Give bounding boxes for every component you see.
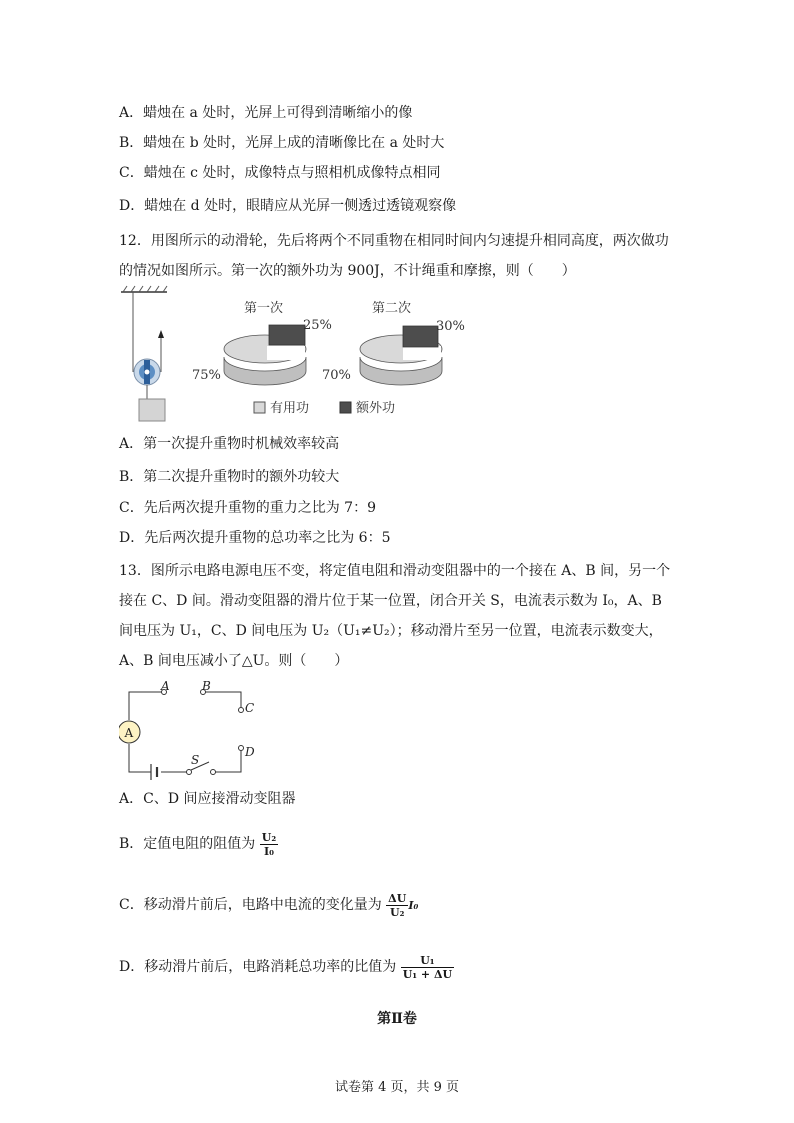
pull-arrow-icon — [158, 330, 164, 338]
terminal-d — [239, 746, 244, 751]
formula-b-den: I₀ — [263, 844, 274, 858]
switch-contact — [211, 770, 216, 775]
q13-option-b: B．定值电阻的阻值为 — [119, 836, 256, 852]
ammeter-label: A — [124, 726, 134, 740]
label-a: A — [161, 680, 170, 693]
legend-extra-swatch — [340, 402, 351, 413]
legend-useful-swatch — [254, 402, 265, 413]
pie2-title: 第二次 — [372, 301, 412, 316]
q12-option-a: A．第一次提升重物时机械效率较高 — [119, 436, 340, 452]
q11-option-d: D．蜡烛在 d 处时，眼睛应从光屏一侧透过透镜观察像 — [119, 198, 457, 214]
pie2-extra-label: 30% — [436, 319, 465, 334]
q13-option-d: D．移动滑片前后，电路消耗总功率的比值为 — [119, 959, 397, 975]
q12-stem: 12．用图所示的动滑轮，先后将两个不同重物在相同时间内匀速提升相同高度，两次做功的情况如图所示。第一次的额外功为 900J，不计绳重和摩擦，则（ ） — [119, 233, 669, 279]
q13-option-d-row — [119, 950, 454, 984]
formula-b-num: U₂ — [261, 830, 277, 844]
movable-pulley — [134, 359, 160, 385]
label-c: C — [245, 701, 255, 715]
formula-c-tail: I₀ — [408, 899, 419, 912]
q12-option-b: B．第二次提升重物时的额外功较大 — [119, 469, 340, 485]
q13-option-c: C．移动滑片前后，电路中电流的变化量为 — [119, 897, 382, 913]
pie1 — [224, 325, 306, 385]
formula-d-num: U₁ — [401, 954, 454, 968]
pie1-extra-label: 25% — [303, 318, 332, 333]
legend-useful-label: 有用功 — [270, 401, 310, 416]
page-footer: 试卷第 4 页，共 9 页 — [334, 1080, 460, 1095]
formula-b — [260, 831, 278, 858]
q13-option-c-row — [119, 888, 418, 923]
q11-option-a: A．蜡烛在 a 处时，光屏上可得到清晰缩小的像 — [119, 105, 413, 121]
weight-block — [139, 399, 165, 421]
label-d: D — [245, 745, 255, 759]
ceiling-hatch — [121, 286, 167, 292]
switch-pivot — [187, 770, 192, 775]
legend-extra-label: 额外功 — [356, 401, 396, 416]
q12-figure — [119, 284, 479, 429]
q12-option-d: D．先后两次提升重物的总功率之比为 6：5 — [119, 530, 391, 546]
label-s: S — [191, 753, 200, 767]
formula-d-den: U₁ + ΔU — [402, 967, 453, 981]
pie1-title: 第一次 — [244, 301, 284, 316]
q13-option-b-row — [119, 828, 278, 860]
q13-circuit — [119, 680, 269, 780]
formula-c-den: U₂ — [390, 905, 405, 919]
pie1-useful-label: 75% — [192, 368, 221, 383]
q11-option-c: C．蜡烛在 c 处时，成像特点与照相机成像特点相同 — [119, 165, 441, 181]
q11-option-b: B．蜡烛在 b 处时，光屏上成的清晰像比在 a 处时大 — [119, 135, 445, 151]
formula-c — [386, 892, 408, 919]
q13-option-a: A．C、D 间应接滑动变阻器 — [119, 791, 296, 807]
pie2 — [360, 326, 442, 385]
formula-c-num: ΔU — [388, 891, 407, 905]
section-title: 第Ⅱ卷 — [377, 1011, 417, 1027]
q13-stem: 13．图所示电路电源电压不变，将定值电阻和滑动变阻器中的一个接在 A、B 间，另一个接在 C、D 间。滑动变阻器的滑片位于某一位置，闭合开关 S，电流表示数为 I₀，A、B 间电压为 U₁，C、D 间电压为 U₂（U₁≠U₂）；移动滑片至另一位置，电流表示数变大，A、B 间电压减小了△U。则（ ） — [119, 563, 671, 669]
label-b: B — [202, 680, 211, 693]
q12-option-c: C．先后两次提升重物的重力之比为 7：9 — [119, 500, 376, 516]
formula-d — [401, 954, 454, 981]
terminal-c — [239, 708, 244, 713]
pie2-useful-label: 70% — [322, 368, 351, 383]
